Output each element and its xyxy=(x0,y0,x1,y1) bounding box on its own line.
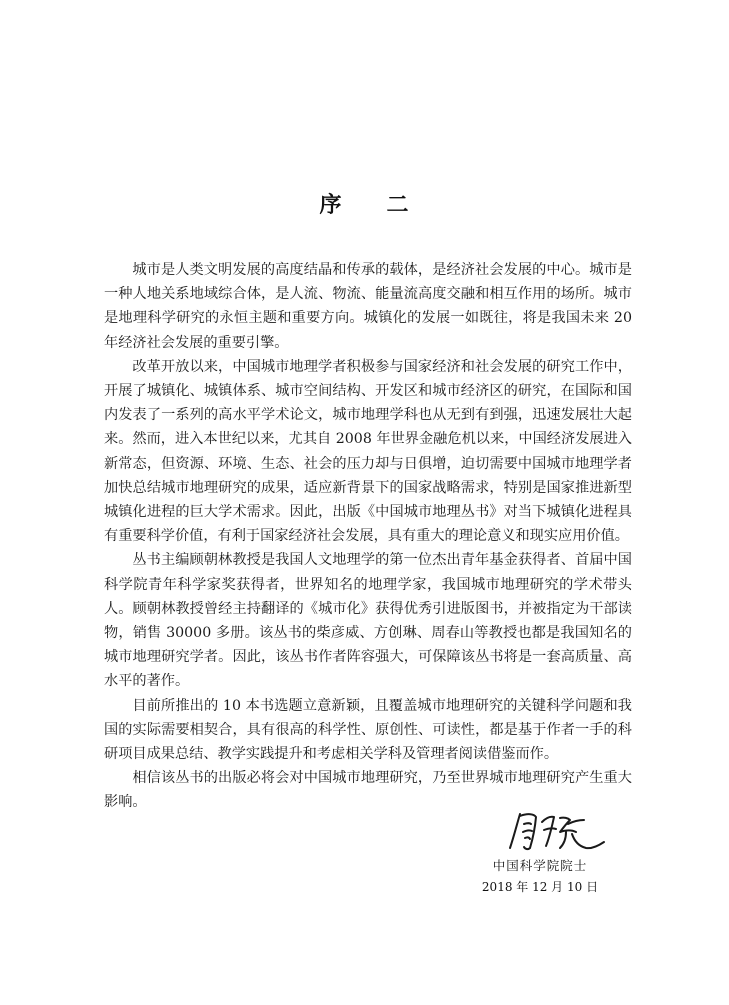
paragraph-1: 城市是人类文明发展的高度结晶和传承的载体，是经济社会发展的中心。城市是一种人地关系地域综合体，是人流、物流、能量流高度交融和相互作用的场所。城市是地理科学研究的永恒主题和重要方向。城镇化的发展一如既往，将是我国未来 20 年经济社会发展的重要引擎。 xyxy=(104,262,632,351)
paragraph-4: 目前所推出的 10 本书选题立意新颖，且覆盖城市地理研究的关键科学问题和我国的实际需要相契合，具有很高的科学性、原创性、可读性，都是基于作者一手的科研项目成果总结、教学实践提升和考虑相关学科及管理者阅读借鉴而作。 xyxy=(104,697,632,763)
title-char-1: 序 xyxy=(319,192,343,218)
preface-body xyxy=(104,258,632,815)
signature-date: 2018 年 12 月 10 日 xyxy=(481,880,599,894)
title-char-2: 二 xyxy=(386,192,410,218)
paragraph-3: 丛书主编顾朝林教授是我国人文地理学的第一位杰出青年基金获得者、首届中国科学院青年科学家奖获得者，世界知名的地理学家，我国城市地理研究的学术带头人。顾朝林教授曾经主持翻译的《城市化》获得优秀引进版图书，并被指定为干部读物，销售 30000 多册。该丛书的柴彦威、方创琳、周春山等教授也都是我国知名的城市地理研究学者。因此，该丛书作者阵容强大，可保障该丛书将是一套高质量、高水平的著作。 xyxy=(104,552,632,690)
paragraph-5: 相信该丛书的出版必将会对中国城市地理研究，乃至世界城市地理研究产生重大影响。 xyxy=(104,770,632,811)
handwritten-signature xyxy=(500,808,610,854)
page-title xyxy=(0,188,729,219)
author-affiliation: 中国科学院院士 xyxy=(492,858,588,873)
paragraph-2: 改革开放以来，中国城市地理学者积极参与国家经济和社会发展的研究工作中，开展了城镇化、城镇体系、城市空间结构、开发区和城市经济区的研究，在国际和国内发表了一系列的高水平学术论文，城市地理学科也从无到有到强，迅速发展壮大起来。然而，进入本世纪以来，尤其自 2008 年世界金融危机以来，中国经济发展进入新常态，但资源、环境、生态、社会的压力却与日俱增，迫切需要中国城市地理学者加快总结城市地理研究的成果，适应新背景下的国家战略需求，特别是国家推进新型城镇化进程的巨大学术需求。因此，出版《中国城市地理丛书》对当下城镇化进程具有重要科学价值，有利于国家经济社会发展，具有重大的理论意义和现实应用价值。 xyxy=(104,358,632,545)
